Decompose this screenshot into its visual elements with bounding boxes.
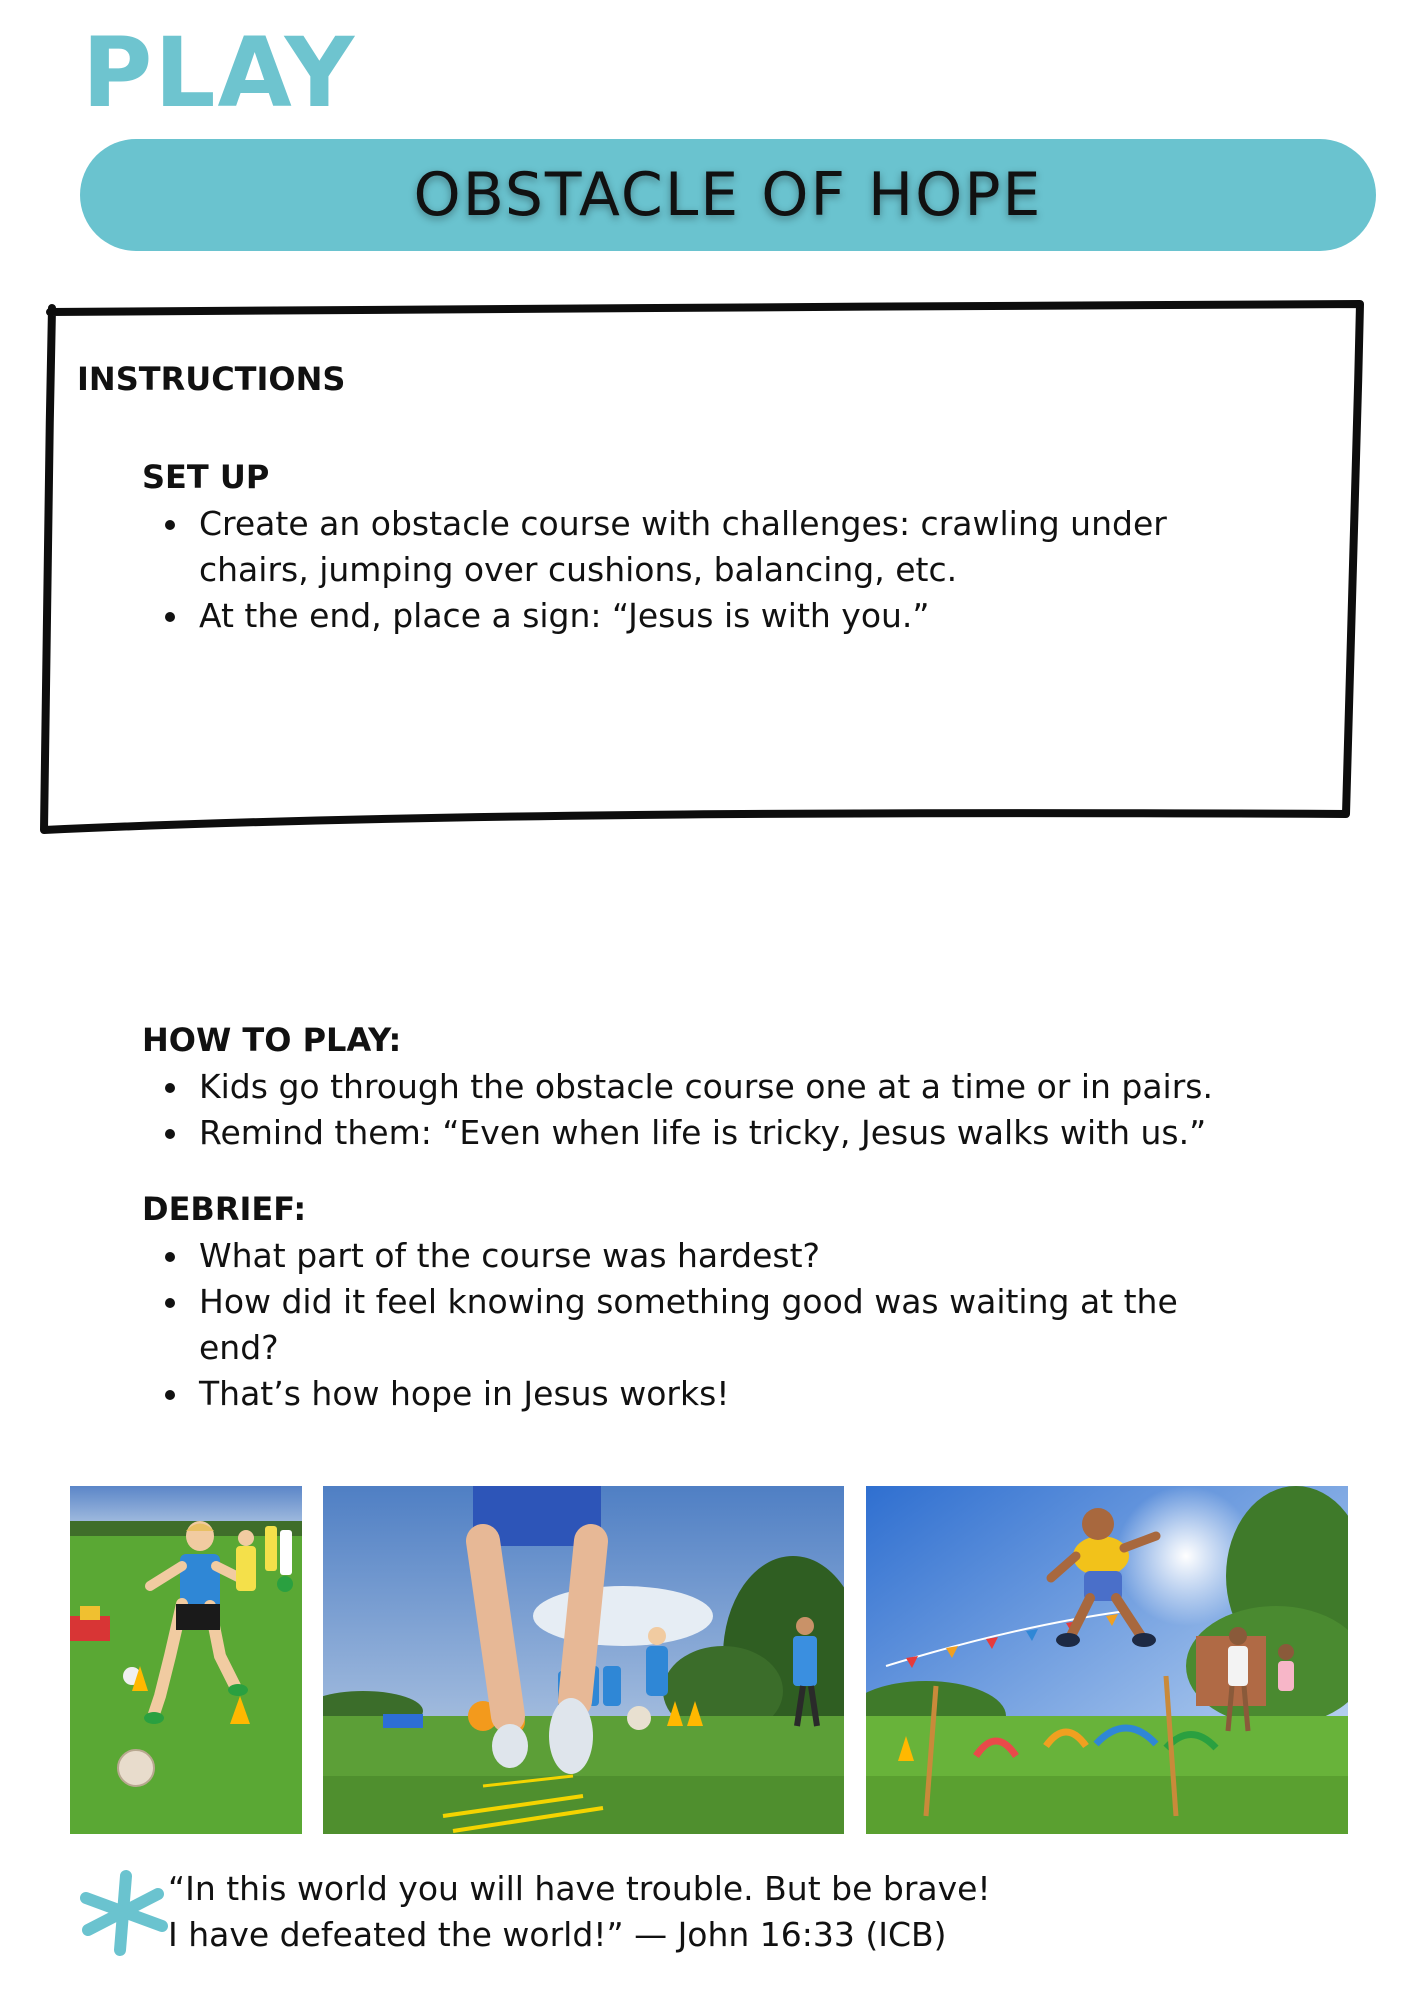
list-item (143, 1233, 1263, 1279)
bullet-icon (165, 1083, 175, 1093)
list-item-text: How did it feel knowing something good was waiting at the end? (199, 1282, 1178, 1367)
quote-line: I have defeated the world!” — John 16:33 (ICB) (168, 1915, 947, 1954)
list-item (143, 1064, 1263, 1110)
bullet-icon (165, 612, 175, 622)
scripture-quote (168, 1866, 991, 1958)
how-to-play-heading: HOW TO PLAY: (142, 1021, 402, 1059)
photo-legs-agility-ladder (323, 1486, 844, 1834)
list-item-text: What part of the course was hardest? (199, 1236, 821, 1275)
list-item (143, 1371, 1263, 1417)
title-banner (80, 139, 1376, 251)
bullet-icon (165, 1129, 175, 1139)
list-item-text: That’s how hope in Jesus works! (199, 1374, 730, 1413)
list-item-text: Remind them: “Even when life is tricky, Jesus walks with us.” (199, 1113, 1207, 1152)
bullet-icon (165, 1298, 175, 1308)
list-item (143, 593, 1263, 639)
list-item (143, 1279, 1263, 1371)
photo-child-jumping-hurdles (866, 1486, 1348, 1834)
photo-child-kicking-ball (70, 1486, 302, 1834)
list-item-text: Kids go through the obstacle course one at a time or in pairs. (199, 1067, 1213, 1106)
setup-list (143, 501, 1263, 639)
list-item (143, 1110, 1263, 1156)
list-item-text: At the end, place a sign: “Jesus is with you.” (199, 596, 930, 635)
quote-line: “In this world you will have trouble. But be brave! (168, 1869, 991, 1908)
banner-title: OBSTACLE OF HOPE (413, 160, 1043, 230)
list-item-text: Create an obstacle course with challenges: crawling under chairs, jumping over cushions, balancing, etc. (199, 504, 1167, 589)
asterisk-star-icon (74, 1868, 174, 1958)
section-label: PLAY (82, 17, 357, 129)
bullet-icon (165, 1252, 175, 1262)
setup-heading: SET UP (142, 458, 270, 496)
list-item (143, 501, 1263, 593)
instructions-heading: INSTRUCTIONS (77, 360, 346, 398)
bullet-icon (165, 1390, 175, 1400)
bullet-icon (165, 520, 175, 530)
how-to-play-list (143, 1064, 1263, 1156)
debrief-heading: DEBRIEF: (142, 1190, 307, 1228)
debrief-list (143, 1233, 1263, 1417)
